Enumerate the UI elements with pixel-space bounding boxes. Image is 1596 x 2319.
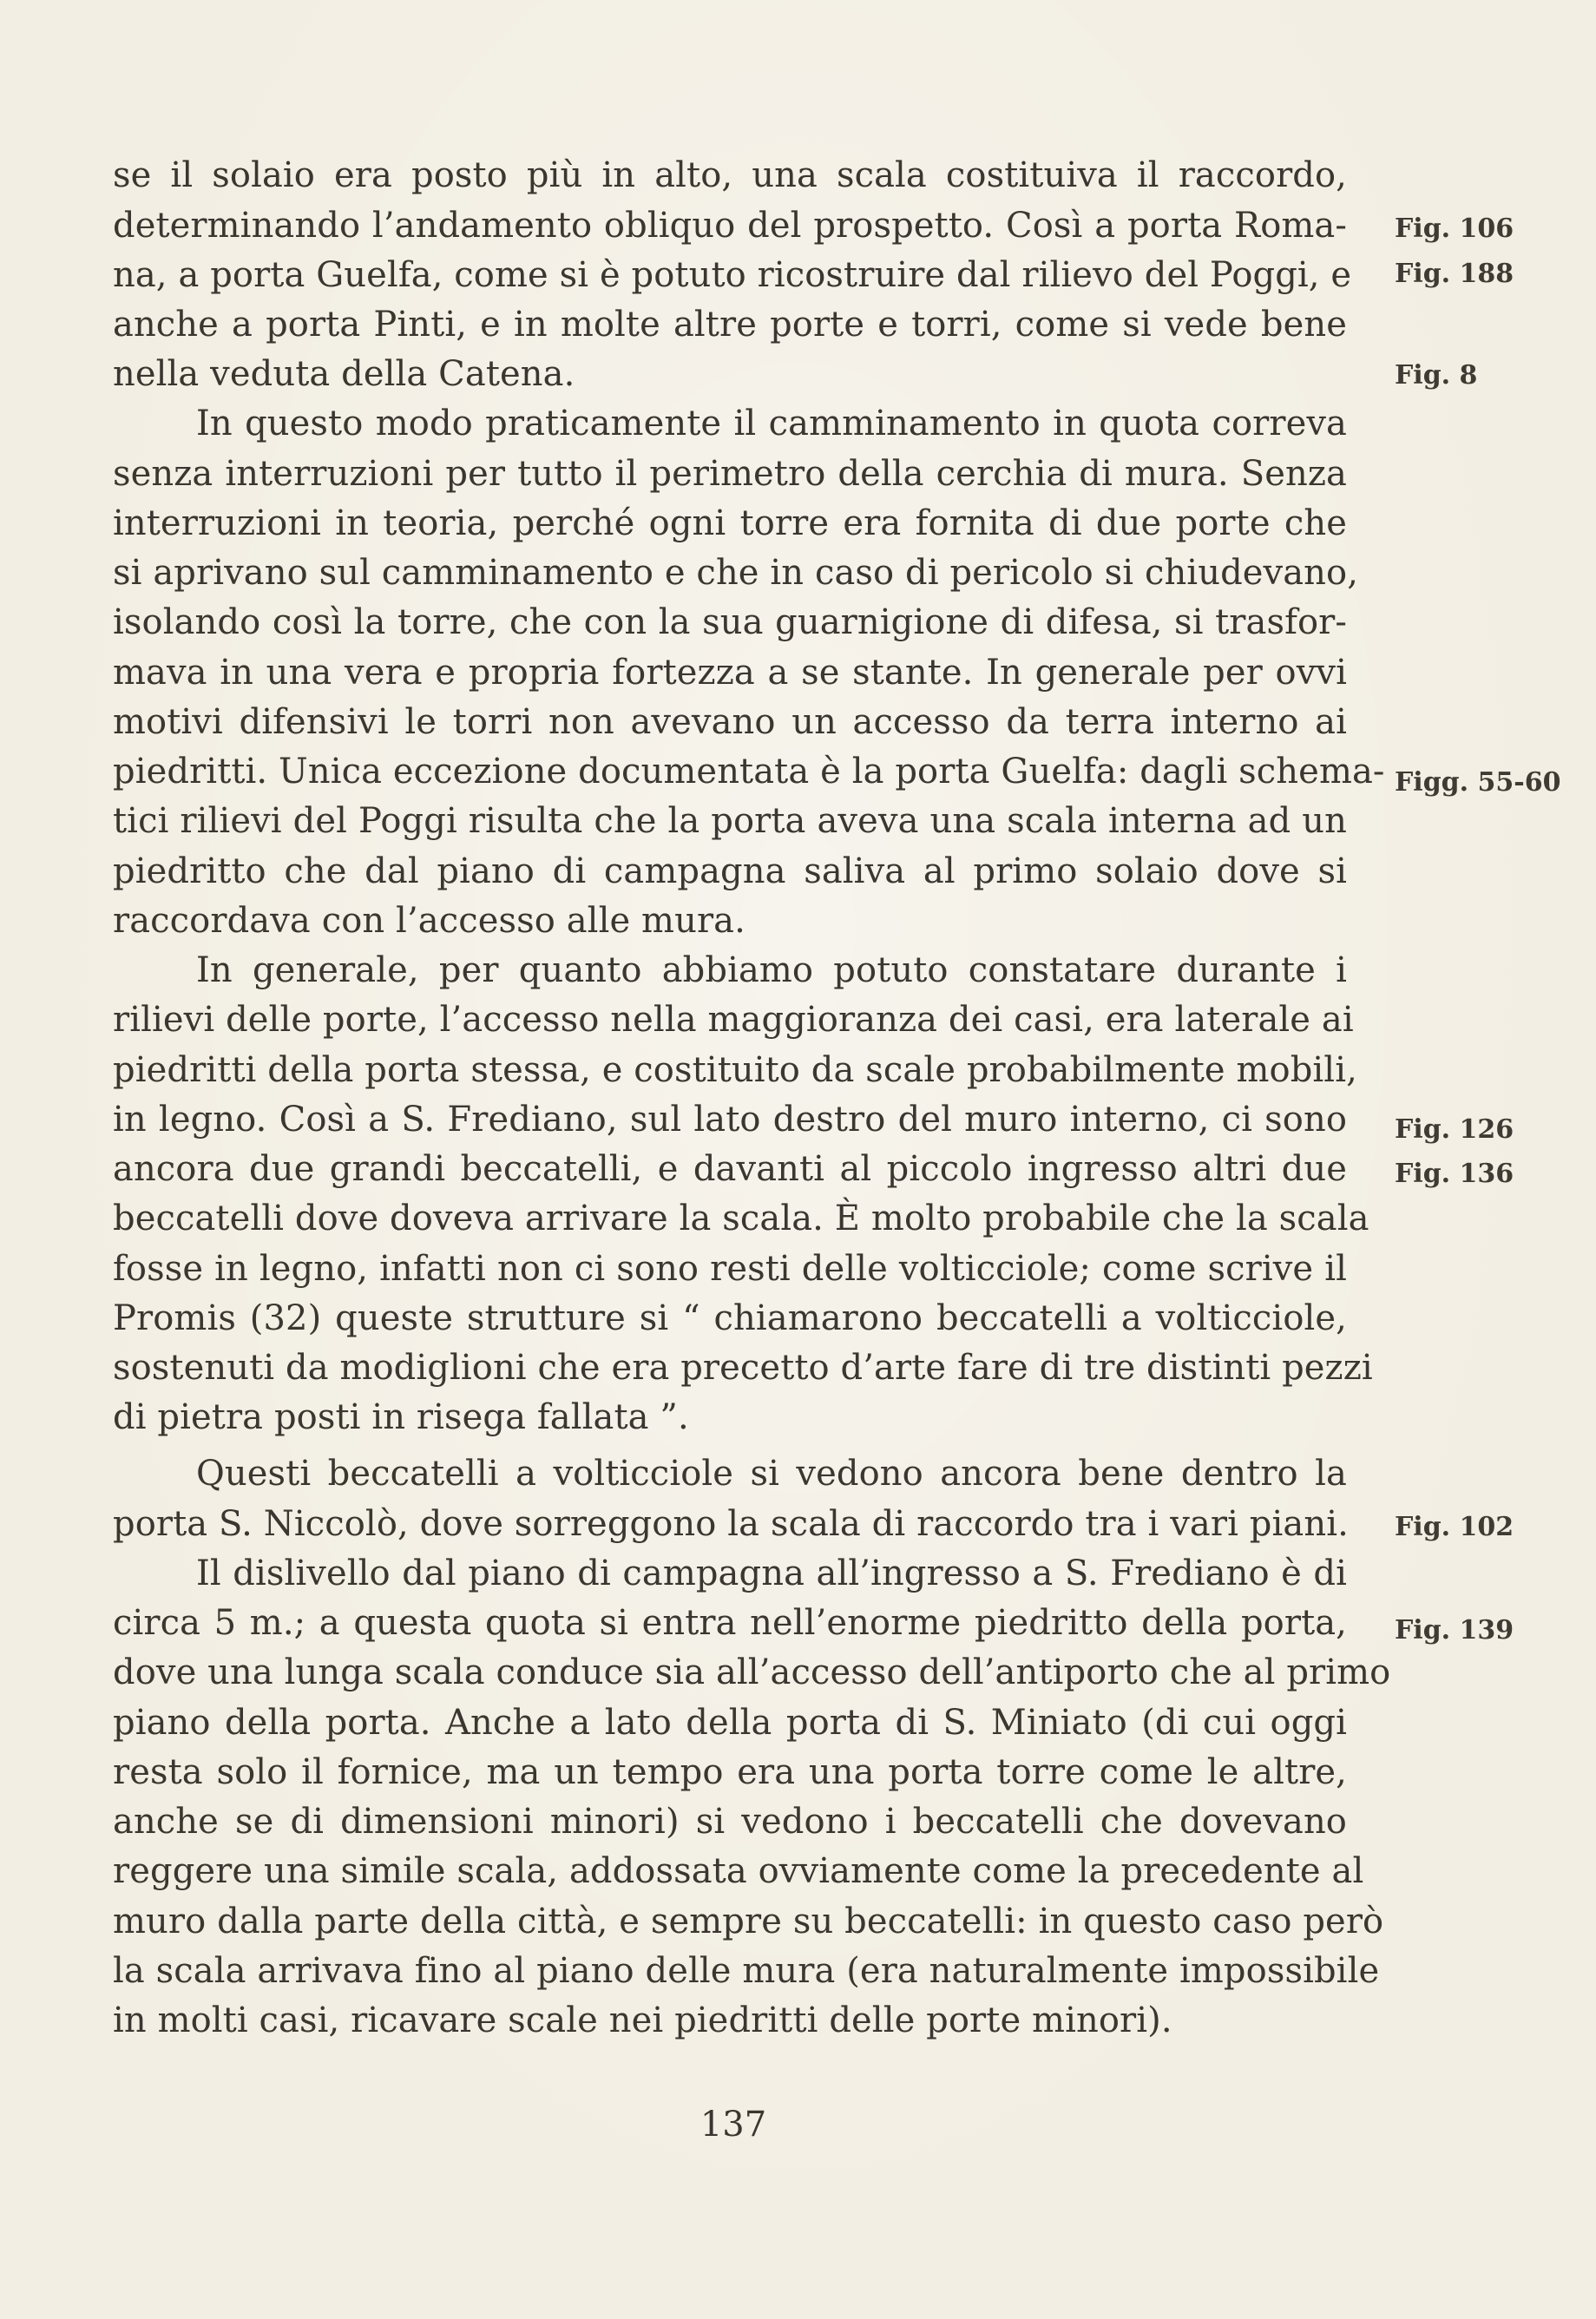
- text-line: se il solaio era posto più in alto, una scala costituiva il raccordo,: [113, 155, 1347, 195]
- text-line: piedritti della porta stessa, e costituito da scale probabilmente mobili,: [113, 1050, 1357, 1090]
- text-line: muro dalla parte della città, e sempre su beccatelli: in questo caso però: [113, 1902, 1384, 1941]
- text-line: reggere una simile scala, addossata ovviamente come la precedente al: [113, 1851, 1364, 1891]
- text-line: motivi difensivi le torri non avevano un accesso da terra interno ai: [113, 702, 1347, 742]
- text-line: mava in una vera e propria fortezza a se stante. In generale per ovvi: [113, 653, 1347, 693]
- text-line: sostenuti da modiglioni che era precetto d’arte fare di tre distinti pezzi: [113, 1348, 1373, 1388]
- text-line: tici rilievi del Poggi risulta che la porta aveva una scala interna ad un: [113, 801, 1347, 841]
- text-line: ancora due grandi beccatelli, e davanti al piccolo ingresso altri due: [113, 1149, 1347, 1189]
- figure-reference: Fig. 139: [1395, 1615, 1514, 1646]
- text-line: Il dislivello dal piano di campagna all’ingresso a S. Frediano è di: [196, 1554, 1347, 1593]
- figure-reference: Figg. 55-60: [1395, 767, 1561, 798]
- text-line: la scala arrivava fino al piano delle mura (era naturalmente impossibile: [113, 1951, 1380, 1991]
- text-line: senza interruzioni per tutto il perimetro della cerchia di mura. Senza: [113, 454, 1347, 494]
- text-line: isolando così la torre, che con la sua guarnigione di difesa, si trasfor-: [113, 602, 1347, 642]
- figure-reference: Fig. 102: [1395, 1512, 1514, 1542]
- text-line: piedritti. Unica eccezione documentata è la porta Guelfa: dagli schema-: [113, 752, 1385, 792]
- figure-reference: Fig. 188: [1395, 259, 1514, 289]
- text-line: determinando l’andamento obliquo del prospetto. Così a porta Roma-: [113, 206, 1347, 246]
- text-line: in legno. Così a S. Frediano, sul lato destro del muro interno, ci sono: [113, 1100, 1347, 1140]
- figure-reference: Fig. 126: [1395, 1114, 1514, 1145]
- text-line: In generale, per quanto abbiamo potuto constatare durante i: [196, 950, 1347, 990]
- text-line: dove una lunga scala conduce sia all’accesso dell’antiporto che al primo: [113, 1652, 1391, 1692]
- text-line: porta S. Niccolò, dove sorreggono la scala di raccordo tra i vari piani.: [113, 1504, 1349, 1544]
- text-line: na, a porta Guelfa, come si è potuto ricostruire dal rilievo del Poggi, e: [113, 255, 1352, 295]
- text-line: nella veduta della Catena.: [113, 354, 575, 394]
- text-line: anche a porta Pinti, e in molte altre porte e torri, come si vede bene: [113, 305, 1347, 345]
- text-line: in molti casi, ricavare scale nei piedritti delle porte minori).: [113, 2000, 1172, 2040]
- text-line: di pietra posti in risega fallata ”.: [113, 1397, 689, 1437]
- figure-reference: Fig. 8: [1395, 360, 1478, 391]
- text-line: interruzioni in teoria, perché ogni torre era fornita di due porte che: [113, 503, 1347, 543]
- text-line: circa 5 m.; a questa quota si entra nell’enorme piedritto della porta,: [113, 1603, 1347, 1643]
- figure-reference: Fig. 106: [1395, 214, 1514, 244]
- text-line: In questo modo praticamente il camminamento in quota correva: [196, 404, 1347, 443]
- text-line: resta solo il fornice, ma un tempo era una porta torre come le altre,: [113, 1752, 1347, 1792]
- text-line: beccatelli dove doveva arrivare la scala. È molto probabile che la scala: [113, 1199, 1369, 1238]
- page-number: 137: [699, 2105, 767, 2145]
- text-line: rilievi delle porte, l’accesso nella maggioranza dei casi, era laterale ai: [113, 1000, 1354, 1040]
- text-line: anche se di dimensioni minori) si vedono i beccatelli che dovevano: [113, 1802, 1347, 1842]
- text-line: fosse in legno, infatti non ci sono resti delle volticciole; come scrive il: [113, 1249, 1347, 1289]
- text-line: Questi beccatelli a volticciole si vedono ancora bene dentro la: [196, 1454, 1347, 1494]
- text-line: raccordava con l’accesso alle mura.: [113, 901, 745, 941]
- text-line: piedritto che dal piano di campagna saliva al primo solaio dove si: [113, 851, 1347, 891]
- text-line: si aprivano sul camminamento e che in caso di pericolo si chiudevano,: [113, 553, 1359, 593]
- text-line: Promis (32) queste strutture si “ chiamarono beccatelli a volticciole,: [113, 1298, 1347, 1338]
- figure-reference: Fig. 136: [1395, 1159, 1514, 1189]
- text-line: piano della porta. Anche a lato della porta di S. Miniato (di cui oggi: [113, 1703, 1347, 1743]
